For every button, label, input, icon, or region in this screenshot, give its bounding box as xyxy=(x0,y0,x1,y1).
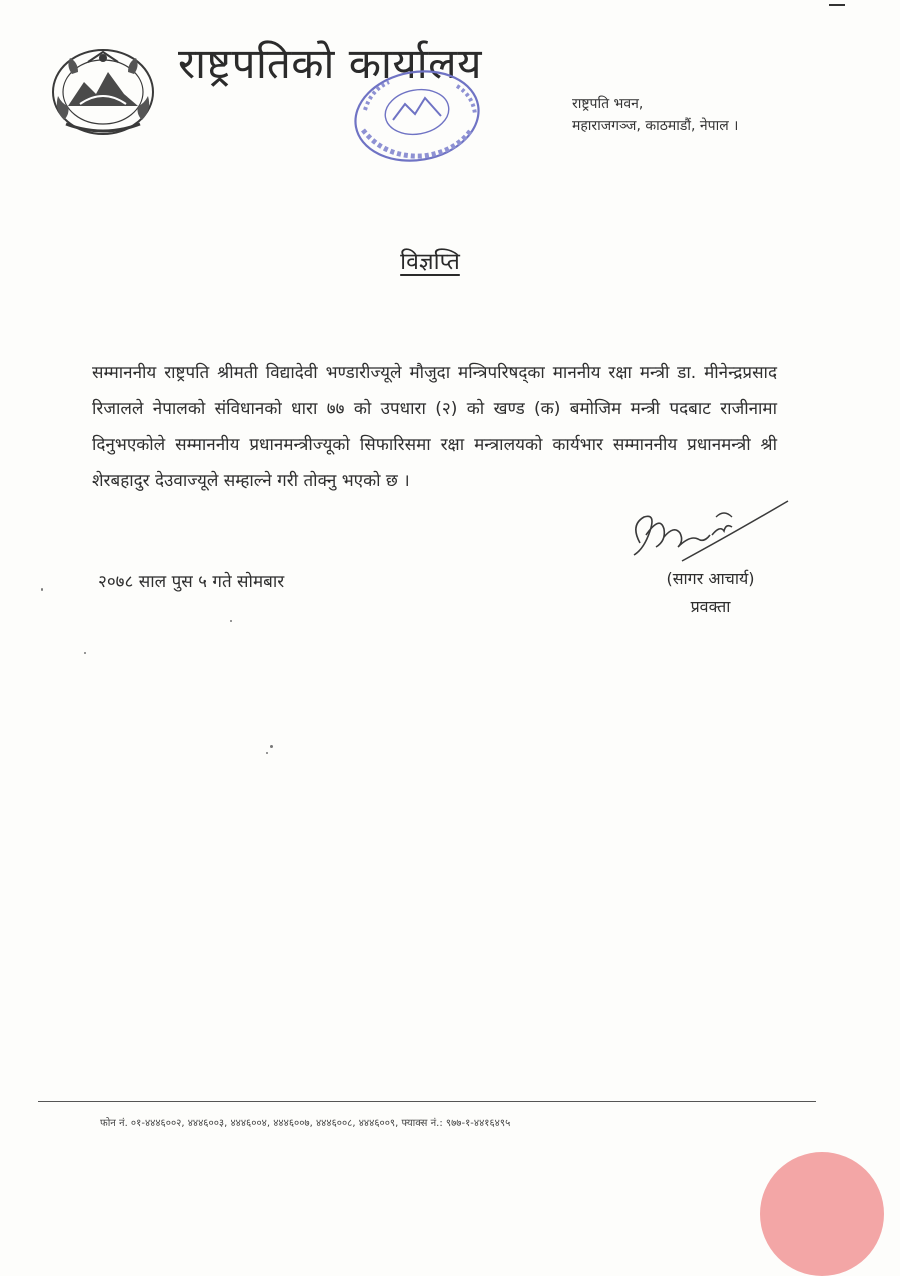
footer-contact: फोन नं. ०१-४४४६००२, ४४४६००३, ४४४६००४, ४४४६००७, ४४४६००८, ४४४६००९, फ्याक्स नं.: ९७७-१-४४१६४९५ xyxy=(100,1118,511,1129)
notice-heading xyxy=(0,245,860,279)
scan-speck xyxy=(266,752,268,754)
signature-icon xyxy=(620,495,795,575)
signatory-title: प्रवक्ता xyxy=(690,597,731,616)
scan-speck xyxy=(41,588,43,591)
address-line-1: राष्ट्रपति भवन, xyxy=(572,96,644,112)
office-seal-stamp-icon xyxy=(345,70,495,170)
scan-speck xyxy=(270,745,273,748)
notice-body: सम्माननीय राष्ट्रपति श्रीमती विद्यादेवी भण्डारीज्यूले मौजुदा मन्त्रिपरिषद्का माननीय रक्षा मन्त्री डा. मीनेन्द्रप्रसाद रिजालले नेपालको संविधानको धारा ७७ को उपधारा (२) को खण्ड (क) बमोजिम मन्त्री पदबाट राजीनामा दिनुभएकोले सम्माननीय प्रधानमन्त्रीज्यूको सिफारिसमा रक्षा मन्त्रालयको कार्यभार सम्माननीय प्रधानमन्त्री श्री शेरबहादुर देउवाज्यूले सम्हाल्ने गरी तोक्नु भएको छ । xyxy=(92,363,777,491)
scan-speck xyxy=(230,620,232,622)
signatory-block xyxy=(648,565,773,621)
notice-heading-text: विज्ञप्ति xyxy=(400,249,460,275)
footer-divider xyxy=(38,1101,816,1102)
office-name: राष्ट्रपतिको कार्यालय xyxy=(178,39,482,88)
scan-speck xyxy=(84,652,86,654)
signatory-name: (सागर आचार्य) xyxy=(666,569,755,588)
notice-date: २०७८ साल पुस ५ गते सोमबार xyxy=(98,572,285,592)
address-line-2: महाराजगञ्ज, काठमाडौं, नेपाल । xyxy=(572,118,739,134)
office-address xyxy=(572,93,738,137)
scan-mark xyxy=(829,4,845,6)
corner-circle-overlay xyxy=(760,1152,884,1276)
nepal-emblem-icon xyxy=(50,44,156,136)
